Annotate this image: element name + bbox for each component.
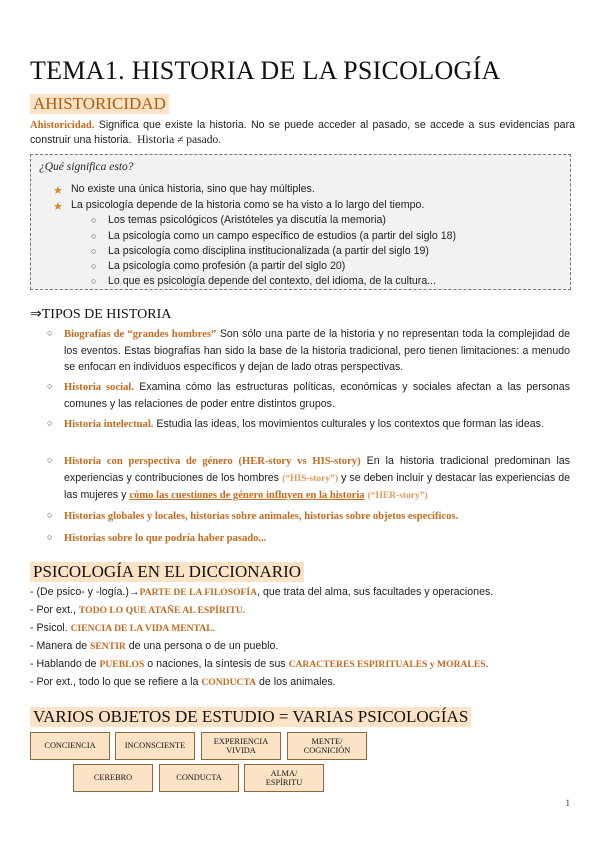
ahistoricidad-paragraph	[30, 118, 575, 148]
historia-formula: Historia ≠ pasado.	[137, 134, 222, 146]
dic-text: - Manera de	[30, 640, 91, 652]
genero-text: En la historia tradicional predominan las experiencias y contribuciones de los hombres	[64, 455, 570, 484]
question-point: No existe una única historia, sino que hay múltiples.	[71, 183, 315, 195]
objeto-box: EXPERIENCIA VIVIDA	[201, 732, 281, 760]
dic-keyword: SENTIR	[90, 641, 126, 652]
circle-bullet-icon: ○	[91, 215, 97, 225]
sub-point: Lo que es psicología depende del contexto, del idioma, de la cultura...	[108, 275, 437, 287]
ahistoricidad-term: Ahistoricidad.	[30, 120, 95, 131]
diccionario-line	[30, 586, 493, 598]
circle-bullet-icon: ○	[47, 455, 53, 465]
tipo-globales	[64, 508, 570, 525]
circle-bullet-icon: ○	[47, 381, 53, 391]
tipo-podria	[64, 530, 570, 547]
page-title: TEMA1. HISTORIA DE LA PSICOLOGÍA	[30, 56, 501, 85]
biografias-term: Biografías de “grandes hombres”	[64, 329, 217, 340]
tipo-genero	[64, 453, 570, 504]
tipo-intelectual	[64, 416, 570, 433]
circle-bullet-icon: ○	[47, 328, 53, 338]
diccionario-heading: PSICOLOGÍA EN EL DICCIONARIO	[30, 562, 304, 582]
tipo-biografias	[64, 326, 570, 375]
circle-bullet-icon: ○	[91, 261, 97, 271]
sub-point: La psicología como disciplina institucionalizada (a partir del siglo 19)	[108, 245, 429, 257]
sub-point: La psicología como un campo específico de estudios (a partir del siglo 18)	[108, 230, 457, 242]
diccionario-section-heading	[30, 562, 304, 582]
circle-bullet-icon: ○	[47, 510, 53, 520]
dic-text: - Hablando de	[30, 658, 100, 670]
her-story-label: (“HER-story”)	[367, 491, 428, 501]
objetos-section-heading	[30, 707, 471, 727]
ahistoricidad-section	[30, 94, 575, 148]
tipo-social	[64, 379, 570, 412]
dic-keyword: TODO LO QUE ATAÑE AL ESPÍRITU.	[78, 605, 246, 616]
circle-bullet-icon: ○	[91, 231, 97, 241]
dic-keyword: CIENCIA DE LA VIDA MENTAL.	[70, 623, 216, 634]
dic-keyword: CARACTERES ESPIRITUALES y MORALES	[288, 659, 486, 670]
dic-text: - (De psico- y -logía.)→	[30, 586, 140, 598]
social-text: Examina cómo las estructuras políticas, económicas y sociales afectan a las personas comunes y las relaciones de poder entre distintos grupos.	[64, 381, 570, 410]
objeto-box: CONDUCTA	[159, 764, 239, 792]
his-story-label: (“HIS-story”)	[282, 474, 339, 484]
dic-text: - Por ext., todo lo que se refiere a la	[30, 676, 202, 688]
globales-term: Historias globales y locales, historias sobre animales, historias sobre objetos específicos.	[64, 511, 459, 522]
dic-text: o naciones, la síntesis de sus	[144, 658, 289, 670]
objeto-box: ALMA/ ESPÍRITU	[244, 764, 324, 792]
objeto-box: CEREBRO	[73, 764, 153, 792]
circle-bullet-icon: ○	[91, 276, 97, 286]
page-number: 1	[565, 798, 570, 808]
star-icon: ★	[53, 185, 63, 197]
circle-bullet-icon: ○	[91, 246, 97, 256]
genero-link-text: cómo las cuestiones de género influyen en la historia	[129, 490, 365, 501]
diccionario-line	[30, 640, 278, 652]
dic-text: - Psicol.	[30, 622, 71, 634]
question-text: ¿Qué significa esto?	[39, 161, 134, 173]
dic-text: - Por ext.,	[30, 604, 79, 616]
dic-text: de los animales.	[256, 676, 336, 688]
dic-keyword: PARTE DE LA FILOSOFÍA	[139, 587, 258, 598]
diccionario-line	[30, 604, 245, 616]
dic-keyword: CONDUCTA	[201, 677, 257, 688]
circle-bullet-icon: ○	[47, 532, 53, 542]
ahistoricidad-text: Significa que existe la historia. No se puede acceder al pasado, se accede a sus evidencias para construir una historia.	[30, 119, 575, 146]
dic-text: , que trata del alma, sus facultades y operaciones.	[257, 586, 494, 598]
objeto-box: INCONSCIENTE	[115, 732, 195, 760]
intelectual-text: Estudia las ideas, los movimientos culturales y los contextos que forman las ideas.	[153, 418, 544, 430]
question-box	[30, 154, 571, 290]
objeto-box: CONCIENCIA	[30, 732, 110, 760]
genero-term: Historia con perspectiva de género (HER-story vs HIS-story)	[64, 456, 361, 467]
ahistoricidad-heading: AHISTORICIDAD	[30, 94, 169, 114]
question-point: La psicología depende de la historia como se ha visto a lo largo del tiempo.	[71, 199, 425, 211]
dic-text: de una persona o de un pueblo.	[125, 640, 279, 652]
sub-point: La psicología como profesión (a partir del siglo 20)	[108, 260, 346, 272]
biografias-text: Son sólo una parte de la historia y no representan toda la complejidad de los eventos. Estas biografías han sido la base de la historia tradicional, pero tienen limitaciones: a menudo se enfocan en individuos específicos y dejan de lado otras perspectivas.	[64, 328, 570, 373]
star-icon: ★	[53, 201, 63, 213]
genero-text: y se deben incluir y destacar las experiencias de las mujeres y	[64, 472, 570, 501]
sub-point: Los temas psicológicos (Aristóteles ya discutía la memoria)	[108, 214, 386, 226]
social-term: Historia social.	[64, 382, 135, 393]
objeto-box: MENTE/ COGNICIÓN	[287, 732, 367, 760]
tipos-heading: ⇒TIPOS DE HISTORIA	[30, 307, 172, 322]
objetos-heading: VARIOS OBJETOS DE ESTUDIO = VARIAS PSICOLOGÍAS	[30, 707, 471, 727]
diccionario-line	[30, 622, 215, 634]
diccionario-line	[30, 676, 336, 688]
circle-bullet-icon: ○	[47, 418, 53, 428]
podria-term: Historias sobre lo que podría haber pasado...	[64, 533, 267, 544]
dic-text: .	[485, 658, 489, 670]
diccionario-line	[30, 658, 489, 670]
intelectual-term: Historia intelectual.	[64, 419, 154, 430]
dic-keyword: PUEBLOS	[99, 659, 145, 670]
